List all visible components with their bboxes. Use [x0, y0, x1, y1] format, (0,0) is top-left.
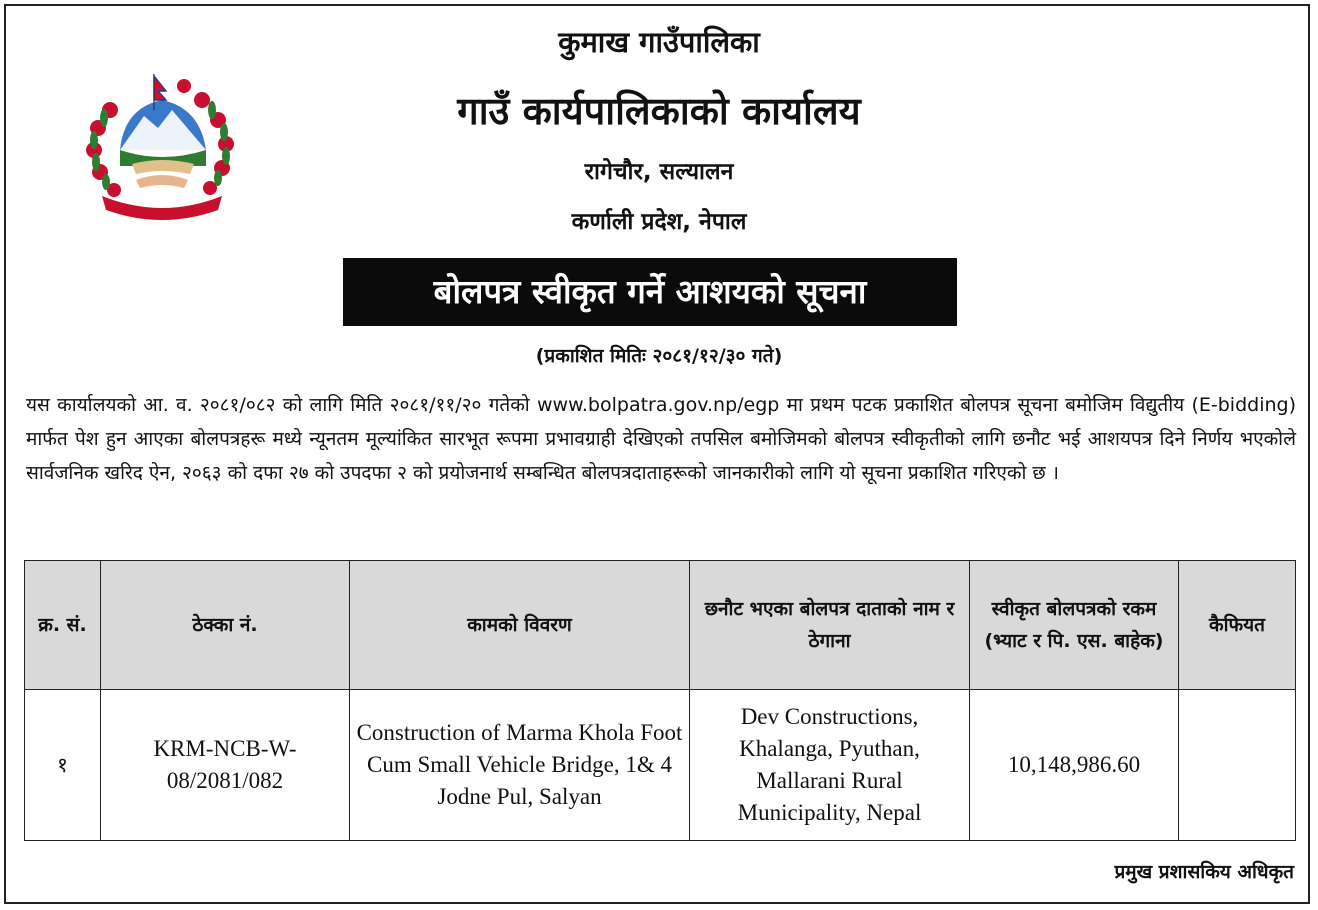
notice-paragraph: यस कार्यालयको आ. व. २०८१/०८२ को लागि मिति २०८१/११/२० गतेको www.bolpatra.gov.np/egp मा प्रथम पटक प्रकाशित बोलपत्र सूचना बमोजिम विद्युतीय (E-bidding) मार्फत पेश हुन आएका बोलपत्रहरू मध्ये न्यूनतम मूल्यांकित सारभूत रूपमा प्रभावग्राही देखिएको तपसिल बमोजिमको बोलपत्र स्वीकृतीको लागि छनौट भई आशयपत्र दिने निर्णय भएकोले सार्वजनिक खरिद ऐन, २०६३ को दफा २७ को उपदफा २ को प्रयोजनार्थ सम्बन्धित बोलपत्रदाताहरूको जानकारीको लागि यो सूचना प्रकाशित गरिएको छ । [26, 394, 1296, 484]
cell-bidder: Dev Constructions, Khalanga, Pyuthan, Mallarani Rural Municipality, Nepal [690, 690, 970, 841]
table-row [25, 690, 1296, 841]
header-accepted-amount: स्वीकृत बोलपत्रको रकम (भ्याट र पि. एस. बाहेक) [970, 561, 1179, 690]
office-name: गाउँ कार्यपालिकाको कार्यालय [457, 89, 861, 133]
cell-work-description: Construction of Marma Khola Foot Cum Small Vehicle Bridge, 1& 4 Jodne Pul, Salyan [350, 690, 690, 841]
address-line-1: रागेचौर, सल्यालन [584, 159, 734, 185]
table-header-row [25, 561, 1296, 690]
cell-amount: 10,148,986.60 [970, 690, 1179, 841]
cell-remarks [1179, 690, 1296, 841]
header-contract-no: ठेक्का नं. [101, 561, 350, 690]
header-bidder-name-address: छनौट भएका बोलपत्र दाताको नाम र ठेगाना [690, 561, 970, 690]
address-line-2: कर्णाली प्रदेश, नेपाल [571, 209, 747, 235]
signatory-title: प्रमुख प्रशासकिय अधिकृत [1114, 861, 1294, 883]
published-date: (प्रकाशित मितिः २०८१/१२/३० गते) [535, 345, 783, 367]
header-remarks: कैफियत [1179, 561, 1296, 690]
cell-contract-no: KRM-NCB-W-08/2081/082 [101, 690, 350, 841]
header-work-description: कामको विवरण [350, 561, 690, 690]
municipality-name: कुमाख गाउँपालिका [558, 25, 760, 59]
accepted-bid-table [24, 560, 1296, 841]
header-serial-no: क्र. सं. [25, 561, 101, 690]
notice-title: बोलपत्र स्वीकृत गर्ने आशयको सूचना [343, 258, 957, 326]
cell-serial-no: १ [25, 690, 101, 841]
